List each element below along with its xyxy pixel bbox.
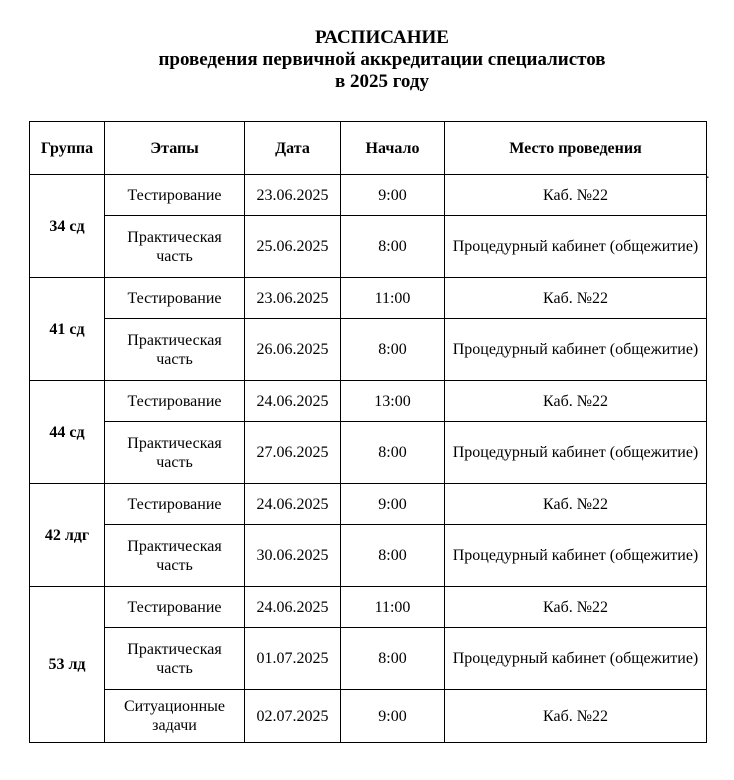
date-cell: 02.07.2025 (245, 690, 341, 743)
place-cell: Процедурный кабинет (общежитие) (445, 216, 707, 278)
start-cell: 11:00 (341, 278, 445, 319)
document-title (0, 27, 734, 93)
start-cell: 9:00 (341, 484, 445, 525)
table-row (30, 216, 707, 278)
start-cell: 9:00 (341, 690, 445, 743)
start-cell: 8:00 (341, 319, 445, 381)
table-row (30, 422, 707, 484)
date-cell: 23.06.2025 (245, 175, 341, 216)
stray-dot: . (706, 167, 710, 182)
stage-cell: Тестирование (105, 278, 245, 319)
place-cell: Каб. №22 (445, 587, 707, 628)
table-row (30, 381, 707, 422)
title-line-1: РАСПИСАНИЕ (315, 27, 449, 48)
place-cell: Процедурный кабинет (общежитие) (445, 422, 707, 484)
date-cell: 27.06.2025 (245, 422, 341, 484)
place-cell: Каб. №22 (445, 278, 707, 319)
start-cell: 8:00 (341, 422, 445, 484)
header-group: Группа (30, 122, 105, 175)
start-cell: 8:00 (341, 216, 445, 278)
start-cell: 9:00 (341, 175, 445, 216)
group-cell: 41 сд (30, 278, 105, 381)
stage-cell: Тестирование (105, 587, 245, 628)
table-row (30, 319, 707, 381)
group-cell: 44 сд (30, 381, 105, 484)
place-cell: Процедурный кабинет (общежитие) (445, 525, 707, 587)
date-cell: 25.06.2025 (245, 216, 341, 278)
date-cell: 01.07.2025 (245, 628, 341, 690)
header-row (30, 122, 707, 175)
table-row (30, 690, 707, 743)
header-date: Дата (245, 122, 341, 175)
table-row (30, 628, 707, 690)
table-row (30, 278, 707, 319)
place-cell: Каб. №22 (445, 175, 707, 216)
group-cell: 42 лдг (30, 484, 105, 587)
table-row (30, 484, 707, 525)
title-line-3: в 2025 году (335, 71, 429, 92)
stage-cell: Практическая часть (105, 525, 245, 587)
stage-cell: Тестирование (105, 381, 245, 422)
table-row (30, 587, 707, 628)
date-cell: 24.06.2025 (245, 484, 341, 525)
place-cell: Процедурный кабинет (общежитие) (445, 319, 707, 381)
stage-cell: Тестирование (105, 484, 245, 525)
date-cell: 24.06.2025 (245, 587, 341, 628)
schedule-table (29, 121, 707, 743)
stage-cell: Практическая часть (105, 628, 245, 690)
date-cell: 26.06.2025 (245, 319, 341, 381)
stage-cell: Практическая часть (105, 319, 245, 381)
stage-cell: Практическая часть (105, 422, 245, 484)
place-cell: Каб. №22 (445, 484, 707, 525)
start-cell: 8:00 (341, 525, 445, 587)
place-cell: Каб. №22 (445, 381, 707, 422)
stage-cell: Тестирование (105, 175, 245, 216)
group-cell: 34 сд (30, 175, 105, 278)
place-cell: Каб. №22 (445, 690, 707, 743)
title-line-2: проведения первичной аккредитации специалистов (158, 49, 606, 70)
start-cell: 13:00 (341, 381, 445, 422)
stage-cell: Ситуационные задачи (105, 690, 245, 743)
start-cell: 8:00 (341, 628, 445, 690)
stage-cell: Практическая часть (105, 216, 245, 278)
place-cell: Процедурный кабинет (общежитие) (445, 628, 707, 690)
group-cell: 53 лд (30, 587, 105, 743)
start-cell: 11:00 (341, 587, 445, 628)
header-start: Начало (341, 122, 445, 175)
date-cell: 24.06.2025 (245, 381, 341, 422)
header-stages: Этапы (105, 122, 245, 175)
header-place: Место проведения (445, 122, 707, 175)
date-cell: 30.06.2025 (245, 525, 341, 587)
table-row (30, 525, 707, 587)
table-row (30, 175, 707, 216)
date-cell: 23.06.2025 (245, 278, 341, 319)
